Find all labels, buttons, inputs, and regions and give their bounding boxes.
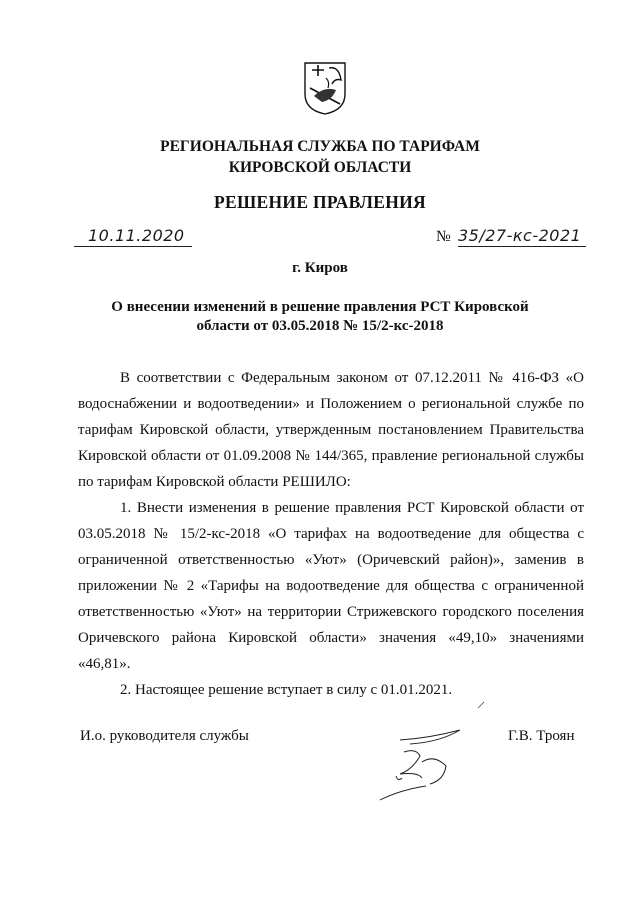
document-number: 35/27-кс-2021 (458, 226, 582, 245)
number-prefix: № (436, 228, 451, 245)
document-date: 10.11.2020 (88, 226, 185, 245)
document-title: РЕШЕНИЕ ПРАВЛЕНИЯ (214, 192, 426, 212)
preamble-paragraph: В соответствии с Федеральным законом от 07.12.2011 № 416-ФЗ «О водоснабжении и водоотведении» и Положением о региональной службе по тарифам Кировской области, утвержденным постановлением Правительства Кировской области от 01.09.2008 № 144/365, правление региональной службы по тарифам Кировской области РЕШИЛО: (78, 370, 584, 490)
clause-1-paragraph: 1. Внести изменения в решение правления РСТ Кировской области от 03.05.2018 № 15/2-кс-2018 «О тарифах на водоотведение для общества с ограниченной ответственностью «Уют» (Оричевский район)», заменив в приложении № 2 «Тарифы на водоотведение для общества с ограниченной ответственностью «Уют» на территории Стрижевского городского поселения Оричевского района Кировской области» значения «49,10» значениями «46,81». (78, 500, 584, 672)
subject-line-1: О внесении изменений в решение правления РСТ Кировской (111, 299, 529, 315)
document-city: г. Киров (292, 260, 348, 276)
document-body (78, 365, 584, 703)
organization-line-1: РЕГИОНАЛЬНАЯ СЛУЖБА ПО ТАРИФАМ (160, 138, 480, 155)
signatory-position: И.о. руководителя службы (80, 728, 249, 744)
organization-line-2: КИРОВСКОЙ ОБЛАСТИ (228, 159, 412, 176)
clause-2-paragraph: 2. Настоящее решение вступает в силу с 01.01.2021. (120, 682, 453, 698)
handwritten-signature-icon (360, 700, 490, 810)
date-underline (74, 246, 192, 247)
coat-of-arms-icon (302, 60, 348, 116)
document-subject (100, 298, 540, 336)
organization-name (0, 136, 640, 178)
subject-line-2: области от 03.05.2018 № 15/2-кс-2018 (196, 318, 444, 334)
signatory-name: Г.В. Троян (508, 728, 575, 744)
number-underline (458, 246, 586, 247)
